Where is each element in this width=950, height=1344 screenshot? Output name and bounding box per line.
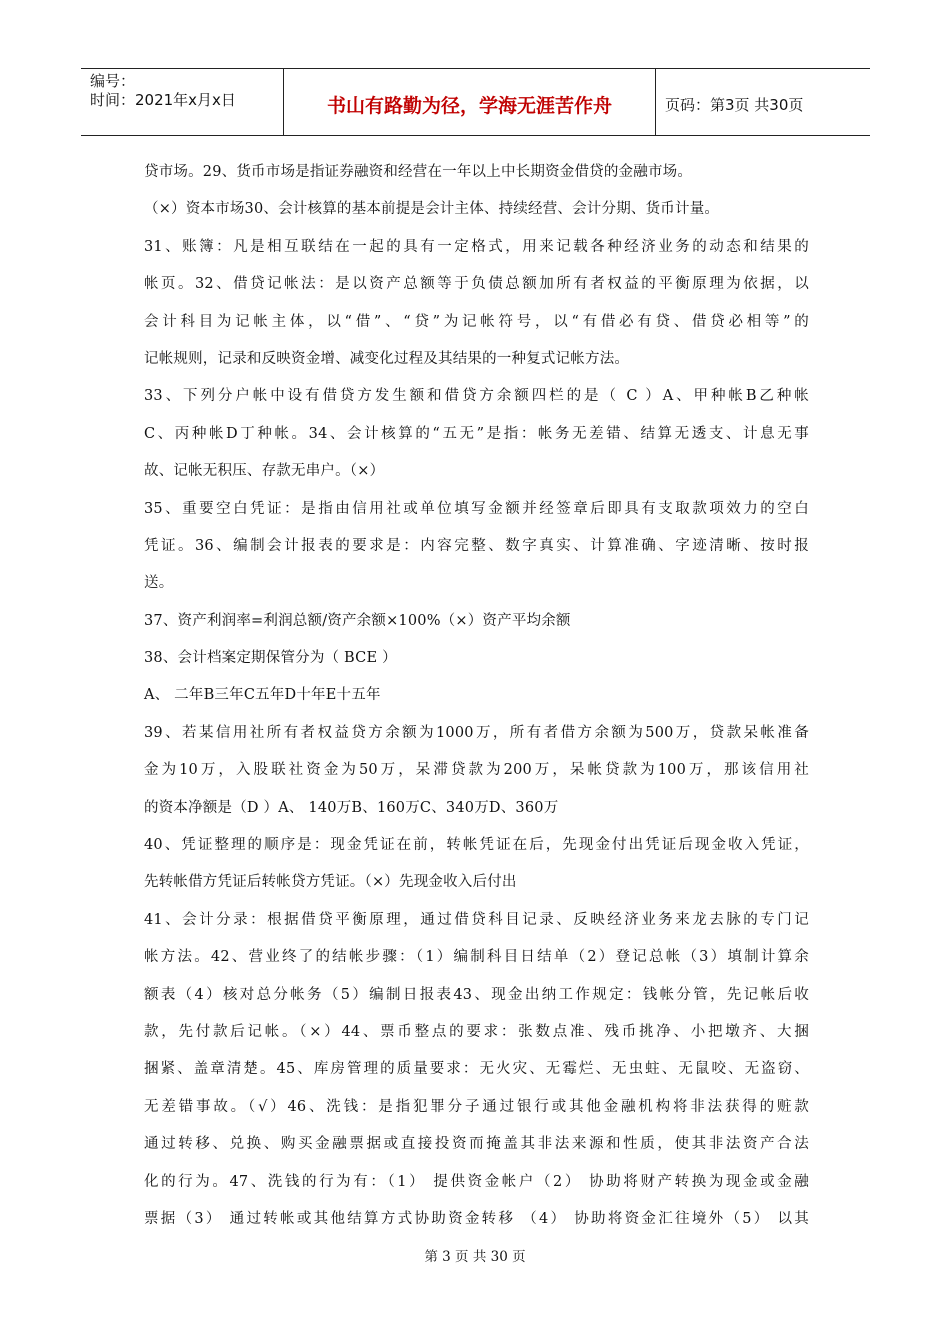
page-footer: 第 3 页 共 30 页 (424, 1249, 526, 1265)
text-line: 会计科目为记帐主体，以“借”、“贷”为记帐符号，以“有借必有贷、借贷必相等”的 (144, 313, 809, 330)
text-line: 帐页。32、借贷记帐法：是以资产总额等于负债总额加所有者权益的平衡原理为依据，以 (144, 276, 809, 293)
document-body (144, 154, 809, 1238)
text-line: 通过转移、兑换、购买金融票据或直接投资而掩盖其非法来源和性质，使其非法资产合法 (144, 1136, 809, 1153)
text-line: 款，先付款后记帐。（×）44、票币整点的要求：张数点准、残币挑净、小把墩齐、大捆 (144, 1023, 809, 1040)
text-line: 票据（3） 通过转帐或其他结算方式协助资金转移 （4） 协助将资金汇往境外（5） 以其 (144, 1210, 809, 1227)
text-line: C、丙种帐D丁种帐。34、会计核算的“五无”是指：帐务无差错、结算无透支、计息无事 (144, 425, 809, 442)
text-line: 捆紧、盖章清楚。45、库房管理的质量要求：无火灾、无霉烂、无虫蛀、无鼠咬、无盗窃、 (144, 1061, 809, 1078)
text-line: 故、记帐无积压、存款无串户。（×） (144, 463, 385, 480)
text-line: 送。 (144, 575, 174, 592)
time-label: 时间：2021年x月x日 (90, 91, 236, 109)
text-line: 33、下列分户帐中设有借贷方发生额和借贷方余额四栏的是（ C ）A、甲种帐B乙种帐 (144, 388, 809, 405)
text-line: 41、会计分录：根据借贷平衡原理，通过借贷科目记录、反映经济业务来龙去脉的专门记 (144, 911, 809, 928)
text-line: （×）资本市场30、会计核算的基本前提是会计主体、持续经营、会计分期、货币计量。 (144, 201, 720, 218)
text-line: 40、凭证整理的顺序是：现金凭证在前，转帐凭证在后，先现金付出凭证后现金收入凭证， (144, 837, 809, 854)
text-line: 凭证。36、编制会计报表的要求是：内容完整、数字真实、计算准确、字迹清晰、按时报 (144, 537, 809, 554)
text-line: 37、资产利润率=利润总额/资产余额×100%（×）资产平均余额 (144, 612, 571, 629)
text-line: 31、账簿：凡是相互联结在一起的具有一定格式，用来记载各种经济业务的动态和结果的 (144, 238, 809, 255)
header-motto: 书山有路勤为径，学海无涯苦作舟 (284, 69, 656, 135)
text-line: 先转帐借方凭证后转帐贷方凭证。（×）先现金收入后付出 (144, 874, 517, 891)
text-line: 帐方法。42、营业终了的结帐步骤：（1）编制科目日结单（2）登记总帐（3）填制计算余 (144, 949, 809, 966)
text-line: 贷市场。29、货币市场是指证券融资和经营在一年以上中长期资金借贷的金融市场。 (144, 164, 693, 180)
text-line: 金为10万，入股联社资金为50万，呆滞贷款为200万，呆帐贷款为100万，那该信用社 (144, 762, 809, 779)
text-line: 记帐规则，记录和反映资金增、减变化过程及其结果的一种复式记帐方法。 (144, 350, 630, 367)
header-page-info: 页码：第3页 共30页 (665, 95, 804, 114)
text-line: 无差错事故。（√）46、洗钱：是指犯罪分子通过银行或其他金融机构将非法获得的赃款 (144, 1098, 809, 1115)
header-meta (81, 69, 284, 135)
text-line: 化的行为。47、洗钱的行为有：（1） 提供资金帐户（2） 协助将财产转换为现金或金融 (144, 1173, 809, 1190)
text-line: 38、会计档案定期保管分为（ BCE ） (144, 650, 397, 667)
page-header (81, 68, 870, 136)
text-line: A、 二年B三年C五年D十年E十五年 (144, 687, 381, 704)
text-line: 39、若某信用社所有者权益贷方余额为1000万，所有者借方余额为500万，贷款呆帐准备 (144, 724, 809, 741)
number-label: 编号： (90, 72, 136, 90)
text-line: 的资本净额是（D ）A、 140万B、160万C、340万D、360万 (144, 799, 559, 816)
text-line: 额表（4）核对总分帐务（5）编制日报表43、现金出纳工作规定：钱帐分管，先记帐后收 (144, 986, 809, 1003)
text-line: 35、重要空白凭证：是指由信用社或单位填写金额并经签章后即具有支取款项效力的空白 (144, 500, 809, 517)
